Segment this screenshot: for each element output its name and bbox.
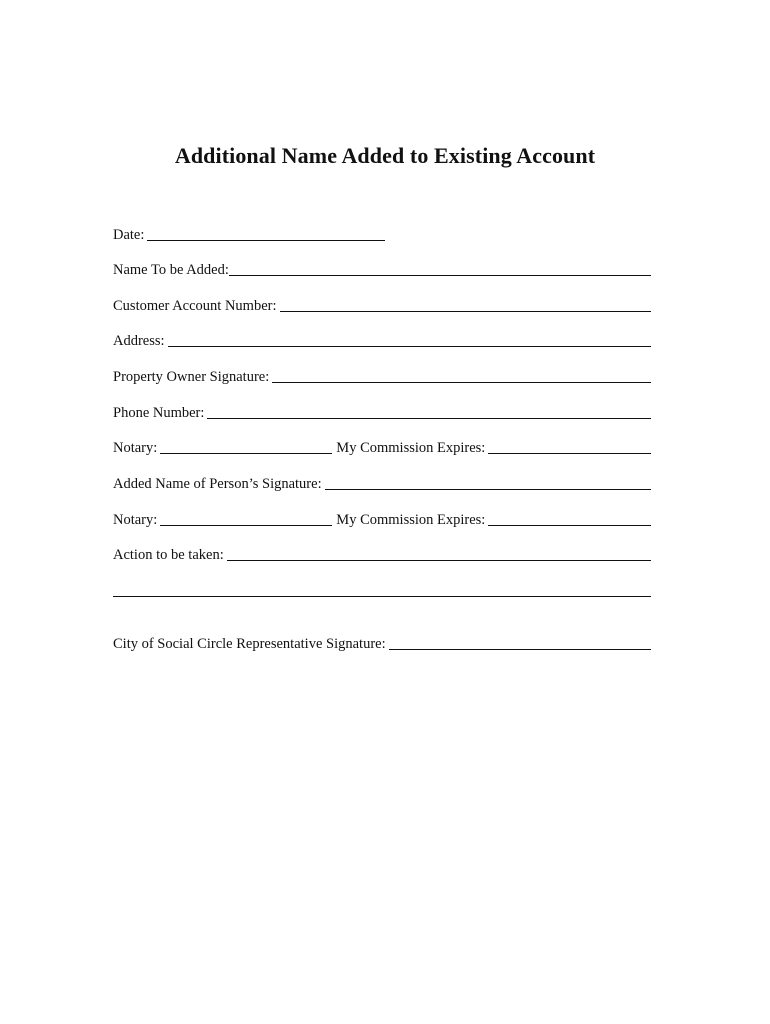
representative-signature-field[interactable] <box>389 649 651 650</box>
commission-expires-1-label: My Commission Expires: <box>336 440 486 456</box>
customer-account-number-label: Customer Account Number: <box>113 298 277 314</box>
commission-expires-1-field[interactable] <box>488 453 651 454</box>
representative-signature-label: City of Social Circle Representative Signature: <box>113 636 386 652</box>
customer-account-number-row <box>113 295 651 315</box>
property-owner-signature-label: Property Owner Signature: <box>113 369 270 385</box>
name-to-be-added-row <box>113 259 651 279</box>
commission-expires-2-label: My Commission Expires: <box>336 512 486 528</box>
representative-signature-row <box>113 633 651 653</box>
date-label: Date: <box>113 227 145 243</box>
name-to-be-added-field[interactable] <box>229 275 651 276</box>
customer-account-number-field[interactable] <box>280 311 651 312</box>
address-label: Address: <box>113 333 165 349</box>
name-to-be-added-label: Name To be Added: <box>113 262 229 278</box>
added-name-signature-field[interactable] <box>325 489 651 490</box>
action-to-be-taken-row <box>113 544 651 564</box>
phone-number-field[interactable] <box>207 418 651 419</box>
phone-number-row <box>113 402 651 422</box>
commission-expires-2-field[interactable] <box>488 525 651 526</box>
notary-2-field[interactable] <box>160 525 332 526</box>
action-to-be-taken-continuation-line[interactable] <box>113 596 651 597</box>
date-row <box>113 224 385 244</box>
notary-row-2 <box>113 509 651 529</box>
property-owner-signature-row <box>113 366 651 386</box>
notary-2-label: Notary: <box>113 512 158 528</box>
address-row <box>113 330 651 350</box>
notary-1-field[interactable] <box>160 453 332 454</box>
added-name-signature-label: Added Name of Person’s Signature: <box>113 476 322 492</box>
page-title: Additional Name Added to Existing Account <box>174 143 596 168</box>
property-owner-signature-field[interactable] <box>272 382 651 383</box>
address-field[interactable] <box>168 346 651 347</box>
notary-1-label: Notary: <box>113 440 158 456</box>
phone-number-label: Phone Number: <box>113 405 205 421</box>
action-to-be-taken-label: Action to be taken: <box>113 547 224 563</box>
date-field[interactable] <box>147 240 385 241</box>
added-name-signature-row <box>113 473 651 493</box>
action-to-be-taken-field[interactable] <box>227 560 651 561</box>
notary-row-1 <box>113 437 651 457</box>
